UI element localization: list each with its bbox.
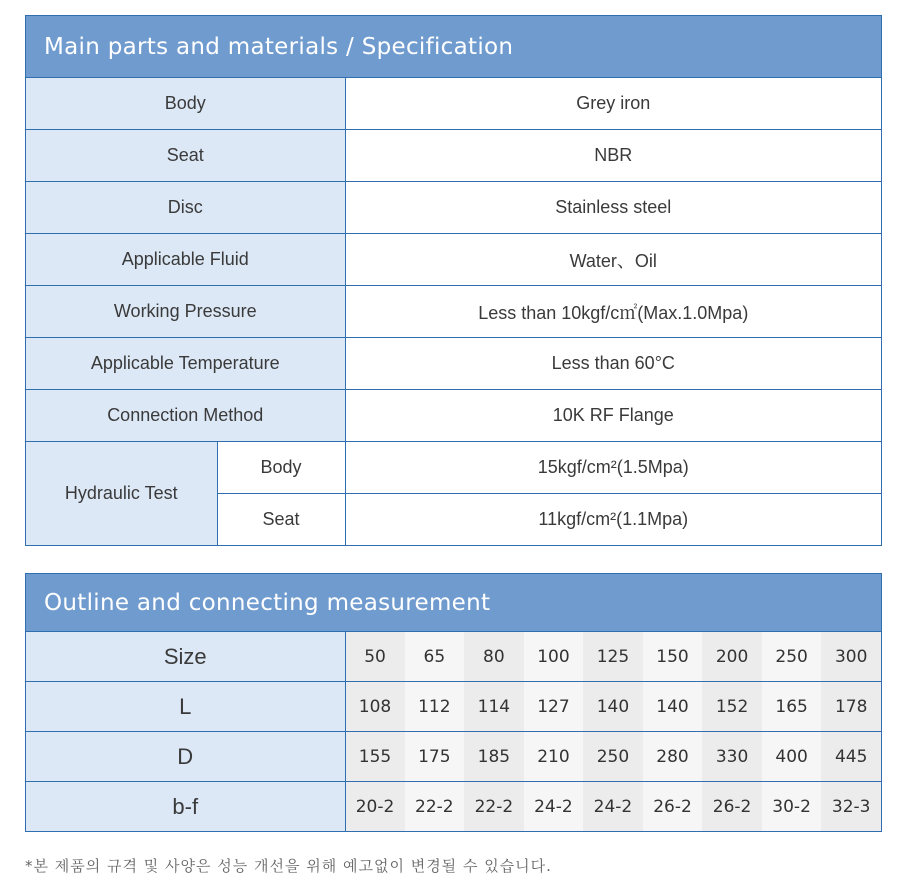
measurement-cell: 24-2	[583, 782, 643, 832]
spec-label: Seat	[26, 130, 345, 182]
spec-value: Grey iron	[345, 78, 881, 130]
measurement-row	[26, 682, 881, 732]
measurement-cell: 140	[643, 682, 703, 732]
spec-row	[26, 234, 881, 286]
spec-value: Water、Oil	[345, 234, 881, 286]
measurement-cell: 112	[405, 682, 465, 732]
measurement-cell: 65	[405, 632, 465, 682]
measurement-cell: 32-3	[821, 782, 881, 832]
spec-label: Connection Method	[26, 390, 345, 442]
hydraulic-body-label: Body	[217, 442, 345, 494]
measurement-label: Size	[26, 632, 345, 682]
specification-title: Main parts and materials / Specification	[26, 16, 881, 78]
measurement-cell: 114	[464, 682, 524, 732]
measurement-cell: 250	[583, 732, 643, 782]
measurement-cell: 22-2	[405, 782, 465, 832]
measurement-row	[26, 632, 881, 682]
measurement-label: D	[26, 732, 345, 782]
measurement-cell: 330	[702, 732, 762, 782]
measurement-cell: 210	[524, 732, 584, 782]
spec-label: Applicable Temperature	[26, 338, 345, 390]
measurement-cell: 445	[821, 732, 881, 782]
measurement-cell: 152	[702, 682, 762, 732]
hydraulic-test-label: Hydraulic Test	[26, 442, 217, 546]
measurement-cell: 178	[821, 682, 881, 732]
spec-row	[26, 78, 881, 130]
measurement-table	[26, 632, 881, 831]
spec-value: Less than 60°C	[345, 338, 881, 390]
specification-panel	[25, 15, 882, 546]
hydraulic-seat-value: 11kgf/cm²(1.1Mpa)	[345, 494, 881, 546]
measurement-cell: 30-2	[762, 782, 822, 832]
spec-row	[26, 130, 881, 182]
measurement-cell: 127	[524, 682, 584, 732]
measurement-panel	[25, 573, 882, 832]
hydraulic-seat-label: Seat	[217, 494, 345, 546]
measurement-cell: 175	[405, 732, 465, 782]
measurement-cell: 300	[821, 632, 881, 682]
spec-row	[26, 338, 881, 390]
measurement-cell: 165	[762, 682, 822, 732]
spec-row	[26, 442, 881, 494]
disclaimer-note: *본 제품의 규격 및 사양은 성능 개선을 위해 예고없이 변경될 수 있습니다.	[25, 857, 552, 875]
measurement-cell: 125	[583, 632, 643, 682]
spec-label: Applicable Fluid	[26, 234, 345, 286]
spec-row	[26, 182, 881, 234]
spec-label: Body	[26, 78, 345, 130]
measurement-label: b-f	[26, 782, 345, 832]
spec-value: 10K RF Flange	[345, 390, 881, 442]
spec-row	[26, 286, 881, 338]
measurement-row	[26, 732, 881, 782]
measurement-label: L	[26, 682, 345, 732]
measurement-cell: 185	[464, 732, 524, 782]
measurement-row	[26, 782, 881, 832]
measurement-cell: 200	[702, 632, 762, 682]
measurement-cell: 280	[643, 732, 703, 782]
measurement-cell: 50	[345, 632, 405, 682]
measurement-cell: 20-2	[345, 782, 405, 832]
measurement-cell: 26-2	[702, 782, 762, 832]
measurement-cell: 155	[345, 732, 405, 782]
measurement-title: Outline and connecting measurement	[26, 574, 881, 632]
spec-value: Less than 10kgf/c㎡(Max.1.0Mpa)	[345, 286, 881, 338]
measurement-cell: 250	[762, 632, 822, 682]
measurement-cell: 400	[762, 732, 822, 782]
measurement-cell: 150	[643, 632, 703, 682]
measurement-cell: 100	[524, 632, 584, 682]
measurement-cell: 80	[464, 632, 524, 682]
specification-table	[26, 78, 881, 546]
measurement-cell: 24-2	[524, 782, 584, 832]
measurement-cell: 26-2	[643, 782, 703, 832]
spec-value: NBR	[345, 130, 881, 182]
spec-label: Disc	[26, 182, 345, 234]
measurement-cell: 22-2	[464, 782, 524, 832]
hydraulic-body-value: 15kgf/cm²(1.5Mpa)	[345, 442, 881, 494]
spec-label: Working Pressure	[26, 286, 345, 338]
measurement-cell: 108	[345, 682, 405, 732]
spec-value: Stainless steel	[345, 182, 881, 234]
measurement-cell: 140	[583, 682, 643, 732]
spec-row	[26, 390, 881, 442]
